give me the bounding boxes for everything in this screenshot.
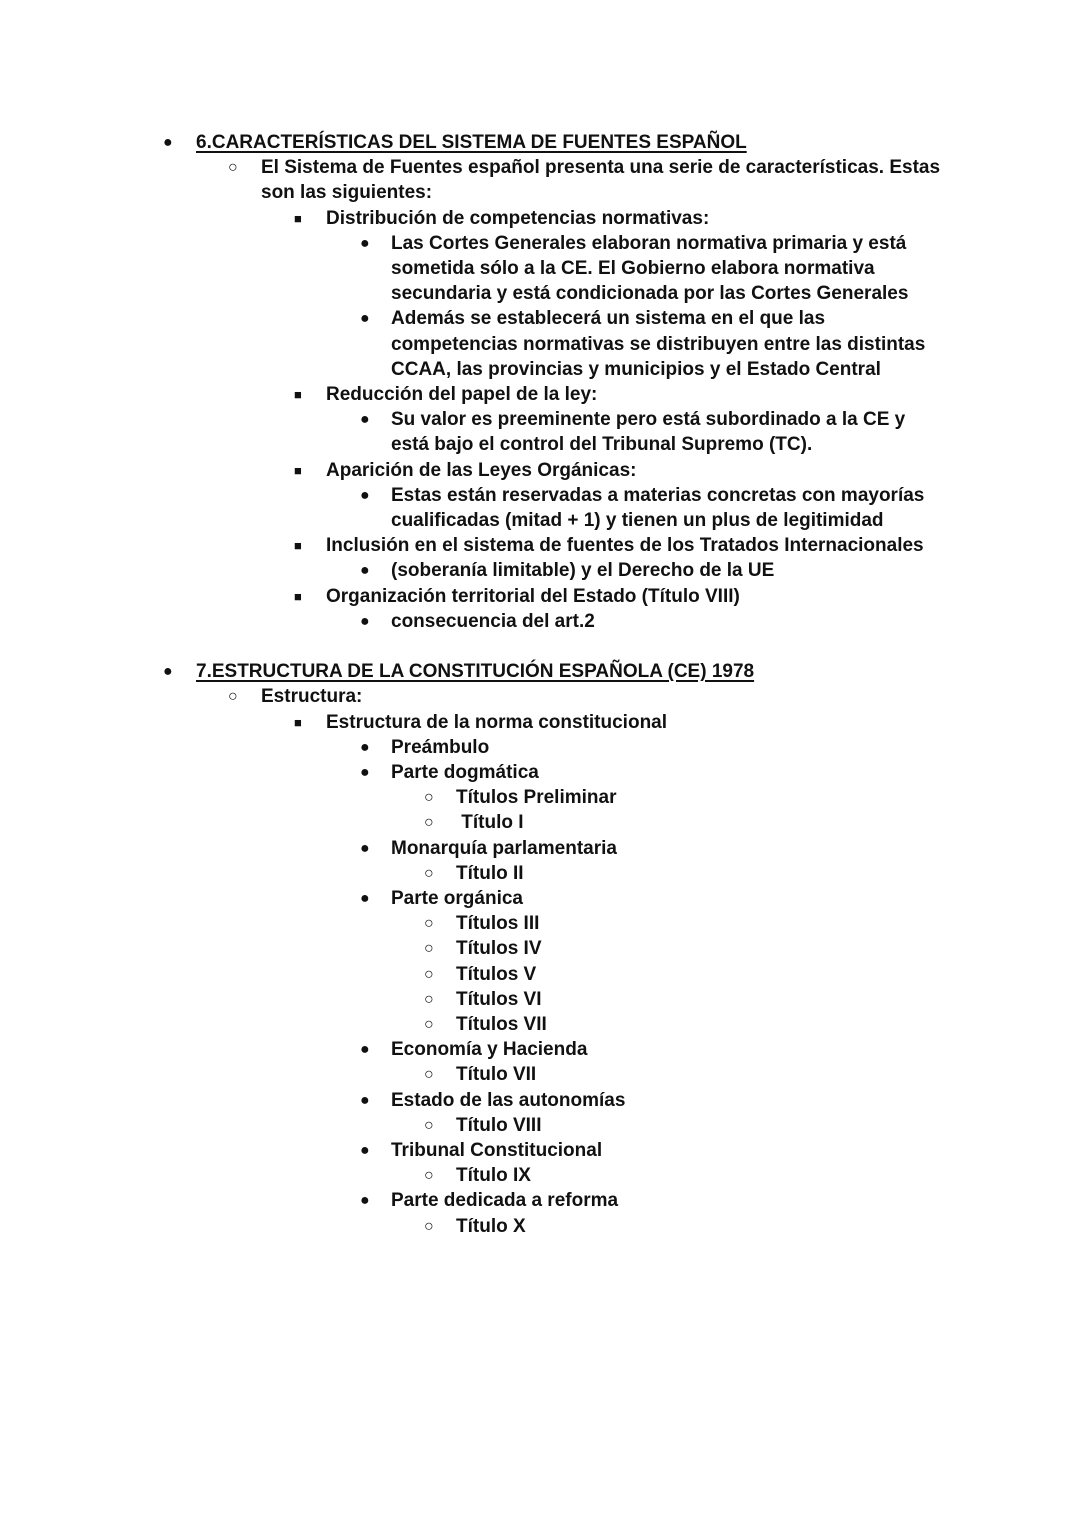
bullet-marker: ■ bbox=[294, 538, 302, 554]
bullet-marker: ○ bbox=[424, 789, 434, 807]
structure-title-text bbox=[456, 911, 539, 936]
bullet-marker: ○ bbox=[424, 940, 434, 958]
text-line: consecuencia del art.2 bbox=[391, 610, 595, 632]
bullet-marker: ● bbox=[360, 612, 370, 630]
text-line: Parte dedicada a reforma bbox=[391, 1190, 619, 1212]
feature-point-text bbox=[391, 306, 925, 382]
structure-part-text bbox=[391, 886, 523, 911]
text-line: Además se establecerá un sistema en el que las bbox=[391, 308, 826, 330]
text-line: Título VIII bbox=[456, 1114, 542, 1136]
bullet-marker: ○ bbox=[424, 864, 434, 882]
bullet-marker: ● bbox=[360, 890, 370, 907]
text-line: está bajo el control del Tribunal Supremo (TC). bbox=[391, 434, 813, 456]
bullet-marker: ○ bbox=[228, 159, 238, 177]
text-line: Su valor es preeminente pero está subordinado a la CE y bbox=[391, 409, 906, 431]
structure-title-text bbox=[456, 1113, 542, 1138]
text-line: son las siguientes: bbox=[261, 182, 433, 204]
bullet-marker: ■ bbox=[294, 714, 302, 730]
text-line: Parte orgánica bbox=[391, 888, 523, 909]
bullet-marker: ○ bbox=[424, 1167, 434, 1185]
structure-title-text bbox=[456, 1012, 547, 1037]
feature-point-text bbox=[391, 609, 595, 634]
text-line: Título I bbox=[456, 812, 524, 834]
text-line: Título X bbox=[456, 1215, 526, 1237]
text-line: Títulos Preliminar bbox=[456, 787, 617, 809]
text-line: competencias normativas se distribuyen entre las distintas bbox=[391, 333, 926, 355]
bullet-marker: ● bbox=[360, 738, 370, 756]
text-line: Títulos IV bbox=[456, 938, 542, 960]
structure-part-text bbox=[391, 1088, 625, 1113]
bullet-marker: ● bbox=[360, 411, 370, 429]
bullet-marker: ● bbox=[360, 1091, 370, 1109]
bullet-marker: ● bbox=[360, 839, 370, 857]
text-line: Título II bbox=[456, 862, 524, 884]
bullet-marker: ● bbox=[360, 764, 370, 781]
feature-point-text bbox=[391, 483, 924, 533]
section-intro-text bbox=[261, 684, 362, 709]
bullet-marker: ■ bbox=[294, 588, 302, 604]
text-line: sometida sólo a la CE. El Gobierno elabora normativa bbox=[391, 258, 875, 279]
bullet-marker: ■ bbox=[294, 210, 302, 226]
text-line: (soberanía limitable) y el Derecho de la UE bbox=[391, 560, 775, 582]
text-line: Monarquía parlamentaria bbox=[391, 837, 617, 859]
text-line: Títulos VI bbox=[456, 988, 542, 1010]
bullet-marker: ○ bbox=[424, 965, 434, 983]
text-line: Parte dogmática bbox=[391, 762, 539, 783]
text-line: El Sistema de Fuentes español presenta una serie de características. Estas bbox=[261, 157, 941, 179]
text-line: Aparición de las Leyes Orgánicas: bbox=[326, 459, 637, 481]
structure-title-text bbox=[456, 861, 524, 886]
bullet-marker: ● bbox=[360, 486, 370, 504]
section-heading-text bbox=[196, 130, 747, 155]
structure-part-text bbox=[391, 735, 489, 760]
text-line: Título IX bbox=[456, 1165, 531, 1187]
bullet-marker: ● bbox=[360, 562, 370, 580]
text-line: Tribunal Constitucional bbox=[391, 1140, 603, 1161]
structure-title-text bbox=[456, 936, 542, 961]
structure-part-text bbox=[391, 1037, 587, 1062]
structure-part-text bbox=[391, 1138, 602, 1163]
section-heading-text bbox=[196, 659, 754, 684]
text-line: Título VII bbox=[456, 1064, 537, 1086]
bullet-marker: ● bbox=[360, 1192, 370, 1210]
bullet-marker: ● bbox=[163, 134, 173, 151]
structure-title-text bbox=[456, 987, 542, 1012]
feature-item-text bbox=[326, 584, 740, 609]
text-line: Economía y Hacienda bbox=[391, 1039, 588, 1061]
text-line: Estructura: bbox=[261, 686, 363, 708]
text-line: cualificadas (mitad + 1) y tienen un plus de legitimidad bbox=[391, 510, 884, 531]
text-line: Títulos VII bbox=[456, 1014, 547, 1035]
bullet-marker: ● bbox=[163, 663, 173, 681]
section-intro-text bbox=[261, 155, 940, 205]
structure-title-text bbox=[456, 785, 616, 810]
bullet-marker: ○ bbox=[424, 1116, 434, 1134]
text-line: Estructura de la norma constitucional bbox=[326, 711, 668, 733]
text-line: Distribución de competencias normativas: bbox=[326, 207, 710, 229]
text-line: Estas están reservadas a materias concretas con mayorías bbox=[391, 484, 925, 506]
text-line: 6.CARACTERÍSTICAS DEL SISTEMA DE FUENTES ESPAÑOL bbox=[196, 132, 747, 153]
bullet-marker: ○ bbox=[424, 1016, 434, 1033]
bullet-marker: ● bbox=[360, 1041, 370, 1059]
bullet-marker: ○ bbox=[424, 915, 434, 933]
bullet-marker: ○ bbox=[228, 688, 238, 706]
feature-item-text bbox=[326, 710, 667, 735]
text-line: Organización territorial del Estado (Título VIII) bbox=[326, 585, 740, 607]
structure-part-text bbox=[391, 760, 539, 785]
structure-title-text bbox=[456, 1062, 536, 1087]
text-line: Estado de las autonomías bbox=[391, 1089, 626, 1111]
bullet-marker: ● bbox=[360, 234, 370, 252]
structure-part-text bbox=[391, 1188, 618, 1213]
text-line: Reducción del papel de la ley: bbox=[326, 384, 598, 405]
bullet-marker: ● bbox=[360, 1142, 370, 1159]
feature-point-text bbox=[391, 407, 905, 457]
structure-title-text bbox=[456, 1214, 526, 1239]
feature-item-text bbox=[326, 206, 709, 231]
feature-point-text bbox=[391, 231, 908, 307]
text-line: secundaria y está condicionada por las Cortes Generales bbox=[391, 283, 909, 305]
text-line: Títulos III bbox=[456, 913, 540, 935]
structure-title-text bbox=[456, 810, 524, 835]
bullet-marker: ○ bbox=[424, 990, 434, 1008]
feature-item-text bbox=[326, 533, 924, 558]
feature-item-text bbox=[326, 382, 597, 407]
text-line: 7.ESTRUCTURA DE LA CONSTITUCIÓN ESPAÑOLA (CE) 1978 bbox=[196, 661, 755, 683]
text-line: Títulos V bbox=[456, 963, 537, 985]
bullet-marker: ■ bbox=[294, 387, 302, 402]
bullet-marker: ○ bbox=[424, 814, 434, 832]
bullet-marker: ○ bbox=[424, 1217, 434, 1235]
text-line: Las Cortes Generales elaboran normativa primaria y está bbox=[391, 232, 907, 254]
bullet-marker: ■ bbox=[294, 462, 302, 478]
text-line: Preámbulo bbox=[391, 736, 490, 758]
structure-part-text bbox=[391, 836, 617, 861]
text-line: Inclusión en el sistema de fuentes de los Tratados Internacionales bbox=[326, 535, 924, 557]
structure-title-text bbox=[456, 1163, 531, 1188]
feature-point-text bbox=[391, 558, 774, 583]
feature-item-text bbox=[326, 458, 636, 483]
text-line: CCAA, las provincias y municipios y el Estado Central bbox=[391, 358, 881, 380]
bullet-marker: ● bbox=[360, 310, 370, 328]
structure-title-text bbox=[456, 962, 536, 987]
bullet-marker: ○ bbox=[424, 1066, 434, 1084]
